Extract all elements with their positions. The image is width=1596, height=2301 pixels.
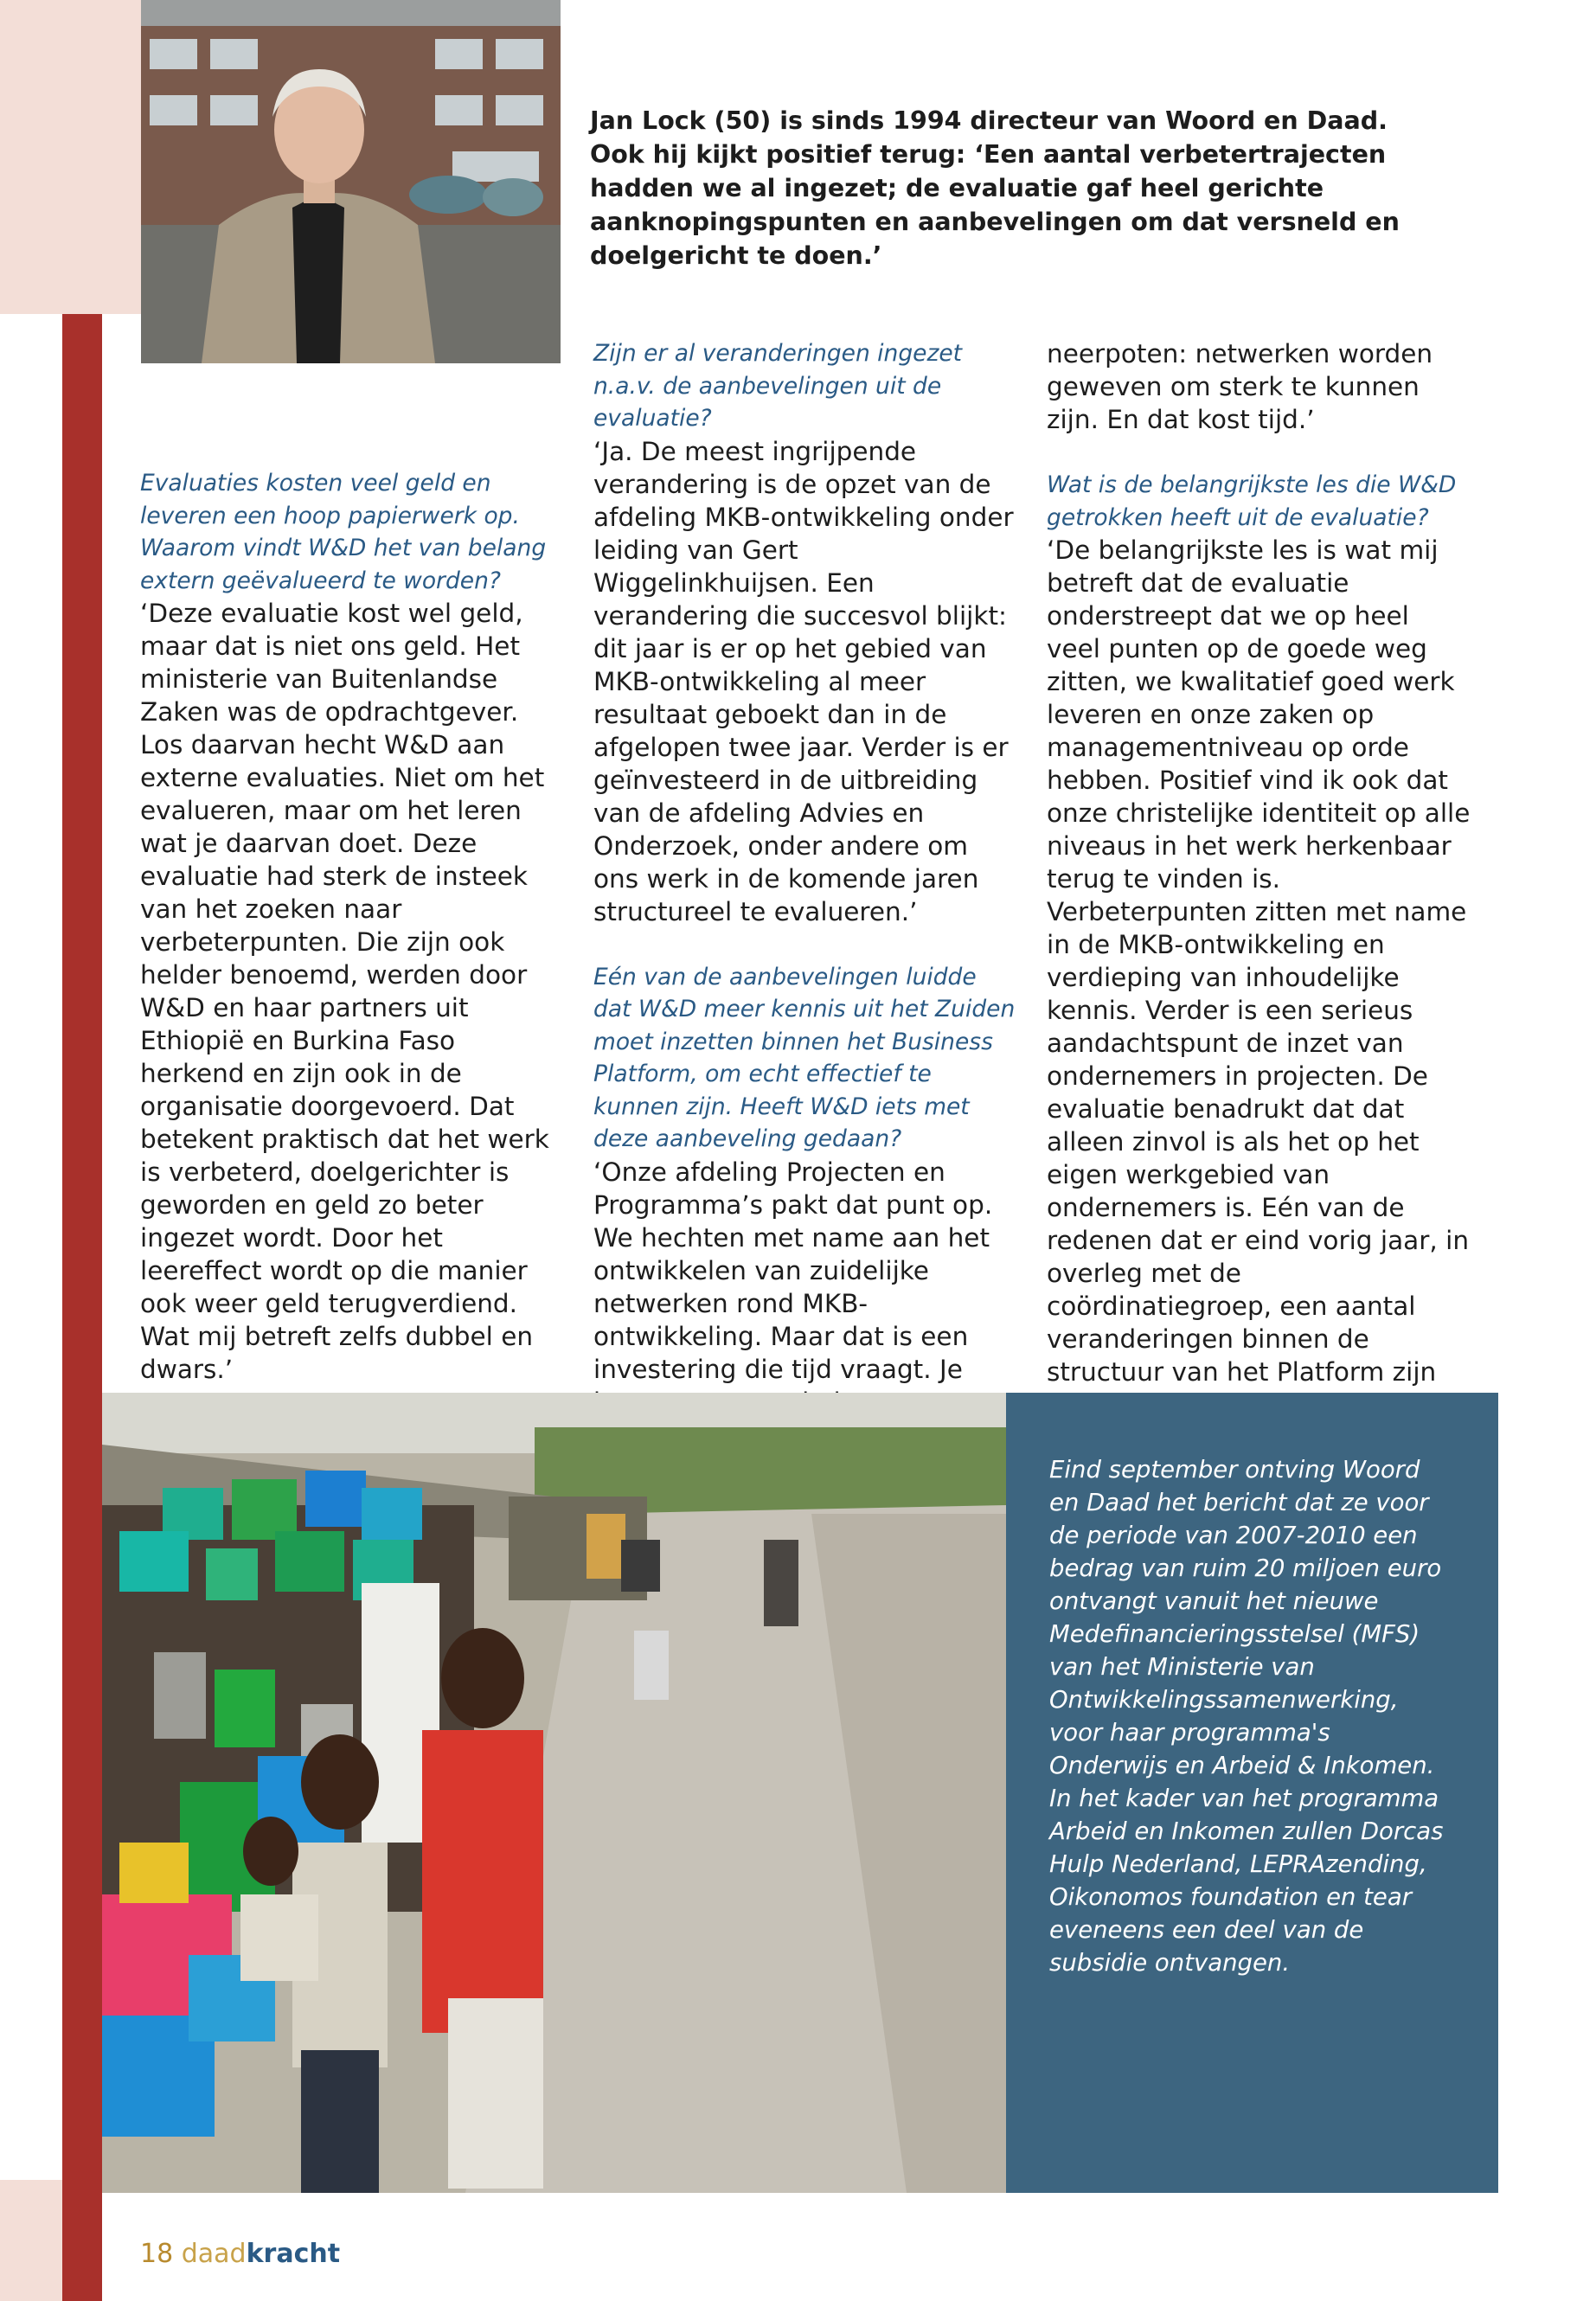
answer-main-lesson-wrapper <box>1047 534 1471 1421</box>
page-footer <box>140 2239 340 2270</box>
answer-continuation: neerpoten: netwerken worden geweven om sterk te kunnen zijn. En dat kost tijd.’ <box>1047 339 1433 434</box>
magazine-name-part-1: daad <box>181 2239 247 2269</box>
magazine-name-part-2: kracht <box>246 2239 341 2269</box>
question-knowledge-south: Eén van de aanbevelingen luidde dat W&D meer kennis uit het Zuiden moet inzetten binnen het Business Platform, om echt effectief te kunnen zijn. Heeft W&D iets met deze aanbeveling gedaan? <box>593 963 1016 1152</box>
street-market-photo <box>102 1393 1006 2193</box>
question-external-evaluation: Evaluaties kosten veel geld en leveren een hoop papierwerk op. Waarom vindt W&D het van belang extern geëvalueerd te worden? <box>140 470 547 594</box>
answer-external-evaluation: ‘Deze evaluatie kost wel geld, maar dat is niet ons geld. Het ministerie van Buitenlandse Zaken was de opdrachtgever. Los daarvan hecht W&D aan externe evaluaties. Niet om het evalueren, maar om het leren wat je daarvan doet. Deze evaluatie had sterk de insteek van het zoeken naar verbeterpunten. Die zijn ook helder benoemd, werden door W&D en haar partners uit Ethiopië en Burkina Faso herkend en zijn ook in de organisatie doorgevoerd. Dat betekent praktisch dat het werk is verbeterd, doelgerichter is geworden en geld zo beter ingezet wordt. Door het leereffect wordt op die manier ook weer geld terugverdiend. Wat mij betreft zelfs dubbel en dwars.’ <box>140 599 549 1384</box>
question-main-lesson: Wat is de belangrijkste les die W&D getrokken heeft uit de evaluatie? <box>1047 471 1457 531</box>
magazine-name <box>182 2239 340 2269</box>
decorative-red-bar <box>62 314 102 2301</box>
info-box <box>1006 1393 1498 2193</box>
column-1 <box>140 467 564 1386</box>
answer-changes: ‘Ja. De meest ingrijpende verandering is de opzet van de afdeling MKB-ontwikkeling onder leiding van Gert Wiggelinkhuijsen. Een verandering die succesvol blijkt: dit jaar is er op het gebied van MKB-ontwikkeling al meer resultaat geboekt dan in de afgelopen twee jaar. Verder is er geïnvesteerd in de uitbreiding van de afdeling Advies en Onderzoek, onder andere om ons werk in de komende jaren structureel te evalueren.’ <box>593 436 1014 926</box>
column-2 <box>593 337 1017 1452</box>
column-3 <box>1047 337 1471 1421</box>
portrait-photo <box>141 0 561 363</box>
answer-knowledge-south: ‘Onze afdeling Projecten en Programma’s pakt dat punt op. We hechten met name aan het ontwikkelen van zuidelijke netwerken rond MKB-ontwikkeling. Maar dat is een investering die tijd vraagt. Je <box>593 1157 993 1384</box>
question-changes: Zijn er al veranderingen ingezet n.a.v. de aanbevelingen uit de evaluatie? <box>593 340 963 432</box>
decorative-pink-block-bottom <box>0 2180 62 2301</box>
answer-main-lesson: ‘De belangrijkste les is wat mij betreft dat de evaluatie onderstreept dat we op heel veel punten op de goede weg zitten, we kwalitatief goed werk leveren en onze zaken op managementniveau op orde hebben. Positief vind ik ook dat onze christelijke identiteit op alle niveaus in het werk herkenbaar terug te vinden is. Verbeterpunten zitten met name in de MKB-ontwikkeling en verdieping van inhoudelijke kennis. Verder is een serieus aandachtspunt de inzet van ondernemers in projecten. De evaluatie benadrukt dat dat alleen zinvol is als het op het eigen werkgebied van ondernemers is. Eén van de redenen dat er eind vorig jaar, in overleg met de coördinatiegroep, een aantal veranderingen binnen de structuur van het Platform zijn <box>1047 535 1471 1387</box>
page-number: 18 <box>140 2239 174 2269</box>
info-box-text: Eind september ontving Woord en Daad het bericht dat ze voor de periode van 2007-2010 een bedrag van ruim 20 miljoen euro ontvangt vanuit het nieuwe Medefinancieringsstelsel (MFS) van het Ministerie van Ontwikkelingssamenwerking, voor haar programma's Onderwijs en Arbeid & Inkomen. In het kader van het programma Arbeid en Inkomen zullen Dorcas Hulp Nederland, LEPRAzending, Oikonomos foundation en tear eveneens een deel van de subsidie ontvangen. <box>1049 1456 1444 1977</box>
decorative-pink-block-top <box>0 0 141 314</box>
intro-paragraph: Jan Lock (50) is sinds 1994 directeur van Woord en Daad. Ook hij kijkt positief terug: ‘Een aantal verbetertrajecten hadden we al ingezet; de evaluatie gaf heel gerichte aanknopingspunten en aanbevelingen om dat versneld en doelgericht te doen.’ <box>590 106 1400 270</box>
